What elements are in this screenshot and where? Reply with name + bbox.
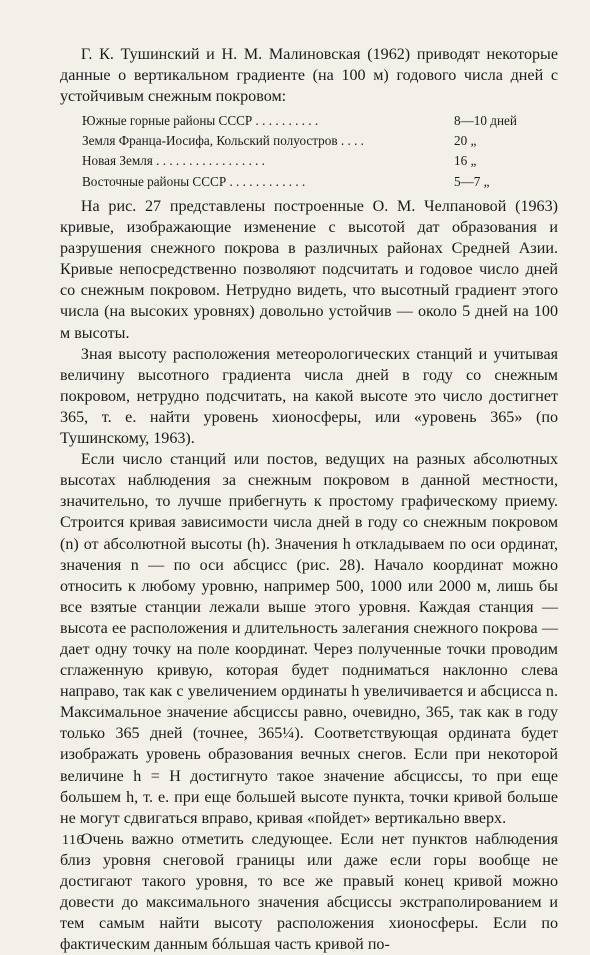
days-value: 8—10 дней bbox=[454, 113, 517, 128]
body-paragraph: Очень важно отметить следующее. Если нет пунктов наблюдения близ уровня снеговой границы или даже если горы вообще не достигают такого уровня, то все же правый конец кривой можно довести до максимального значения абсциссы экстраполированием и тем самым найти высоту расположения хионосферы. Если по фактическим данным бóльшая часть кривой по- bbox=[60, 830, 558, 954]
days-value: 16 „ bbox=[454, 153, 477, 169]
intro-paragraph: Г. К. Тушинский и Н. М. Малиновская (1962) приводят некоторые данные о вертикальном градиенте (на 100 м) годового числа дней с устойчивым снежным покровом: bbox=[60, 46, 558, 106]
region-label: Восточные районы СССР . . . . . . . . . . . . bbox=[82, 173, 306, 189]
body-paragraph: На рис. 27 представлены построенные О. М. Челпановой (1963) кривые, изображающие изменение с высотой дат образования и разрушения снежного покрова в различных районах Средней Азии. Кривые непосредственно позволяют подсчитать и годовое число дней со снежным покровом. Нетрудно видеть, что высотный градиент этого числа (на высоких уровнях) довольно устойчив — около 5 дней на 100 м высоты. bbox=[60, 198, 558, 342]
body-text bbox=[60, 196, 558, 955]
table-row bbox=[82, 151, 534, 171]
gradient-table bbox=[82, 111, 534, 192]
days-value: 20 „ bbox=[454, 133, 477, 149]
region-label: Новая Земля . . . . . . . . . . . . . . . . . bbox=[82, 153, 265, 169]
body-paragraph: Если число станций или постов, ведущих на разных абсолютных высотах наблюдения за снежным покровом в данной местности, значительно, то лучше прибегнуть к простому графическому приему. Строится кривая зависимости числа дней в году со снежным покровом (n) от абсолютной высоты (h). Значения h откладываем по оси ординат, значения n — по оси абсцисс (рис. 28). Начало координат можно относить к любому уровню, например 500, 1000 или 2000 м, лишь бы все взятые станции лежали выше этого уровня. Каждая станция — высота ее расположения и длительность залегания снежного покрова — дает одну точку на поле координат. Через полученные точки проводим сглаженную кривую, которая будет подниматься наклонно слева направо, так как с увеличением ординаты h увеличивается и абсцисса n. Максимальное значение абсциссы равно, очевидно, 365, так как в году только 365 дней (точнее, 365¼). Соответствующая ордината будет изображать уровень образования вечных снегов. Если при некоторой величине h = H достигнуто такое значение абсциссы, то при еще большем h, т. е. при еще большей высоте пункта, точки кривой больше не могут сдвигаться вправо, кривая «пойдет» вертикально вверх. bbox=[60, 451, 558, 827]
region-label: Земля Франца-Иосифа, Кольский полуостров . . . . bbox=[82, 133, 364, 149]
body-paragraph: Зная высоту расположения метеорологических станций и учитывая величину высотного градиента числа дней в году со снежным покровом, нетрудно подсчитать, на какой высоте это число достигнет 365, т. е. найти уровень хионосферы, или «уровень 365» (по Тушинскому, 1963). bbox=[60, 345, 558, 448]
region-label: Южные горные районы СССР . . . . . . . . . . bbox=[82, 113, 319, 128]
table-row bbox=[82, 131, 534, 151]
page-number: 116 bbox=[62, 833, 84, 848]
days-value: 5—7 „ bbox=[454, 173, 490, 189]
table-row bbox=[82, 111, 534, 131]
table-row bbox=[82, 172, 534, 192]
intro-block bbox=[60, 44, 558, 107]
